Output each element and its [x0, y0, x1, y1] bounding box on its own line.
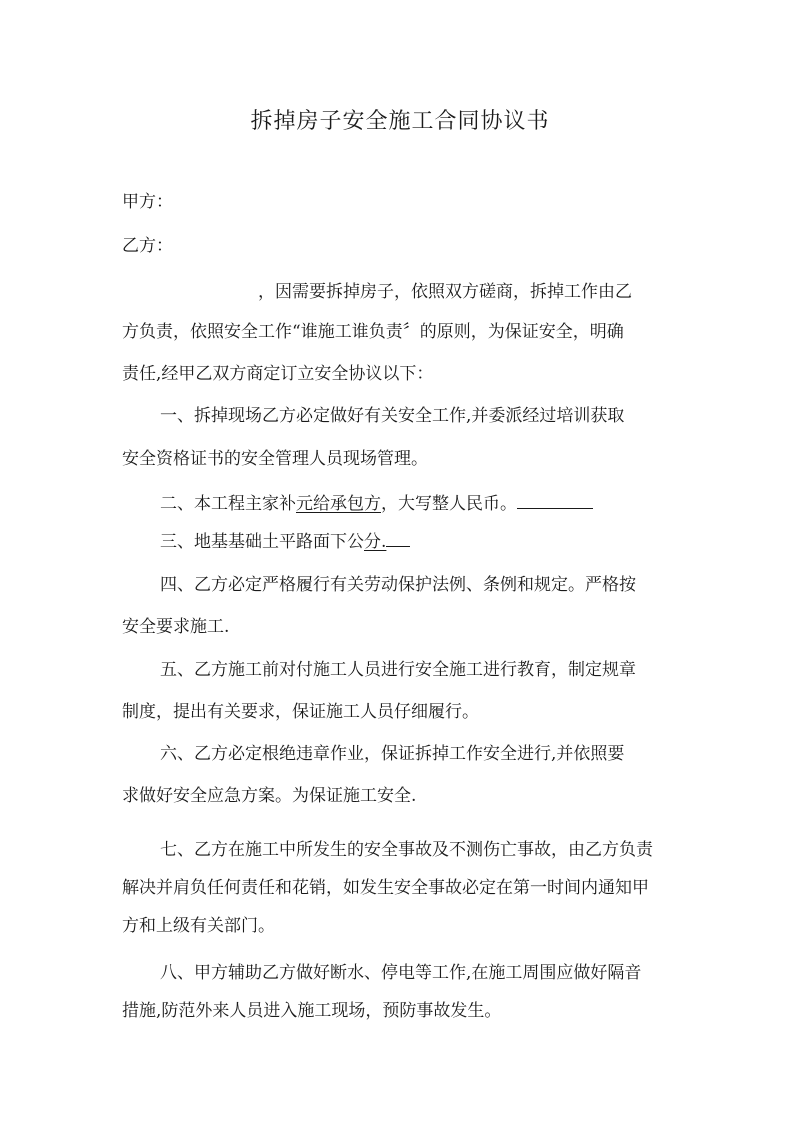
party-a-label: 甲方：: [122, 192, 173, 212]
clause-1-line-1: 一、拆掉现场乙方必定做好有关安全工作,并委派经过培训获取: [160, 406, 625, 426]
clause-1-line-2: 安全资格证书的安全管理人员现场管理。: [122, 449, 428, 469]
intro-line-1: ，因需要拆掉房子，依照双方磋商，拆掉工作由乙: [258, 282, 632, 302]
document-title: 拆掉房子安全施工合同协议书: [250, 109, 550, 134]
clause-6-line-1: 六、乙方必定根绝违章作业，保证拆掉工作安全进行,并依照要: [160, 744, 625, 764]
clause-7-line-3: 方和上级有关部门。: [122, 916, 275, 936]
clause-8-line-1: 八、甲方辅助乙方做好断水、停电等工作,在施工周围应做好隔音: [160, 963, 642, 983]
clause-4-line-2: 安全要求施工.: [122, 617, 230, 637]
intro-line-3: 责任,经甲乙双方商定订立安全协议以下：: [122, 364, 434, 384]
clause-5-line-1: 五、乙方施工前对付施工人员进行安全施工进行教育，制定规章: [160, 660, 636, 680]
clause-2-prefix: 二、本工程主家补: [160, 494, 296, 514]
clause-7-line-1: 七、乙方在施工中所发生的安全事故及不测伤亡事故，由乙方负责: [160, 840, 653, 860]
clause-7-line-2: 解决并肩负任何责任和花销，如发生安全事故必定在第一时间内通知甲: [122, 878, 649, 898]
clause-6-line-2: 求做好安全应急方案。为保证施工安全.: [122, 786, 417, 806]
intro-line-2: 方负责，依照安全工作“谁施工谁负责〞的原则，为保证安全，明确: [122, 322, 624, 342]
clause-8-line-2: 措施,防范外来人员进入施工现场，预防事故发生。: [122, 1001, 502, 1021]
party-b-label: 乙方：: [122, 236, 173, 256]
clause-3: [160, 528, 410, 554]
clause-3-fill-blank: [386, 528, 410, 547]
clause-5-line-2: 制度，提出有关要求，保证施工人员仔细履行。: [122, 702, 479, 722]
clause-2-fill-blank: [517, 490, 593, 509]
clause-3-unit: 分.: [364, 532, 387, 552]
clause-2-suffix: ，大写整人民币。: [381, 494, 517, 514]
clause-4-line-1: 四、乙方必定严格履行有关劳动保护法例、条例和规定。严格按: [160, 575, 636, 595]
clause-2: [160, 490, 593, 516]
clause-3-prefix: 三、地基基础土平路面下公: [160, 532, 364, 552]
clause-2-amount-unit: 元给承包方: [296, 494, 381, 514]
